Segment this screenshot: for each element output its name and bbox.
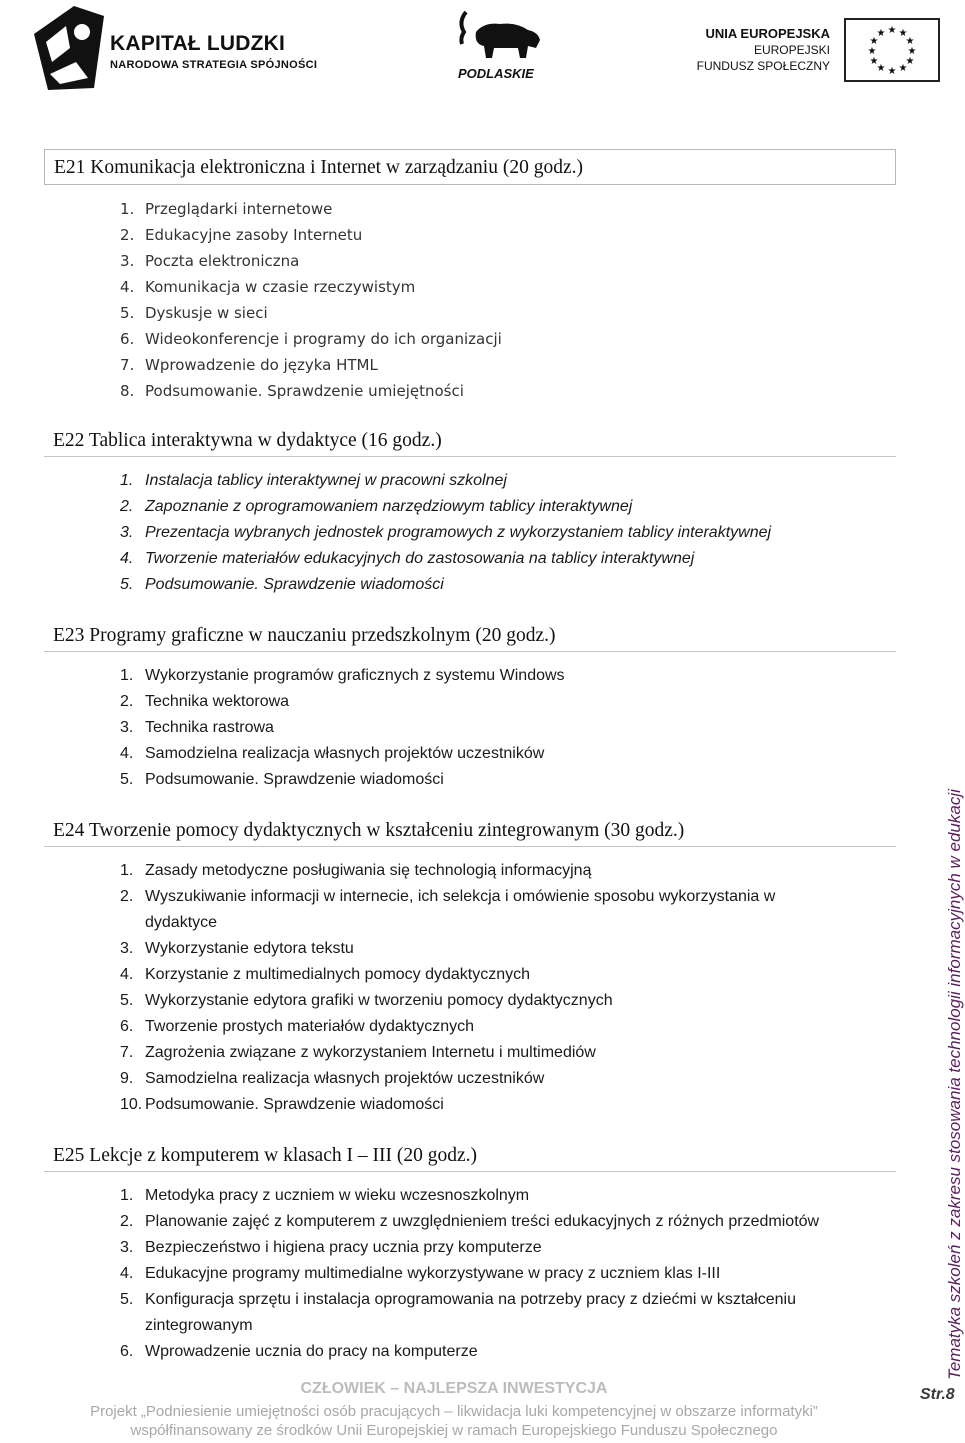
list-item: 5. Wykorzystanie edytora grafiki w tworzeniu pomocy dydaktycznych (120, 992, 613, 1009)
list-item: 9. Samodzielna realizacja własnych projektów uczestników (120, 1070, 545, 1087)
svg-text:★: ★ (887, 66, 897, 77)
bison-icon (454, 8, 546, 66)
svg-text:★: ★ (898, 63, 908, 74)
svg-text:★: ★ (898, 28, 908, 39)
list-item: 3. Bezpieczeństwo i higiena pracy ucznia przy komputerze (120, 1239, 542, 1256)
list-item: 7. Wprowadzenie do języka HTML (120, 356, 378, 374)
eu-flag-icon (844, 18, 940, 82)
list-item: 6. Tworzenie prostych materiałów dydaktycznych (120, 1018, 475, 1035)
list-item: 5. Podsumowanie. Sprawdzenie wiadomości (120, 771, 444, 788)
list-item: 4. Edukacyjne programy multimedialne wykorzystywane w pracy z uczniem klas I-III (120, 1265, 721, 1282)
footer-motto: CZŁOWIEK – NAJLEPSZA INWESTYCJA (300, 1380, 608, 1397)
list-item: 2. Planowanie zajęć z komputerem z uwzględnieniem treści edukacyjnych z różnych przedmiotów (120, 1213, 820, 1230)
list-item: 4. Tworzenie materiałów edukacyjnych do zastosowania na tablicy interaktywnej (120, 550, 695, 567)
section-e23-heading: E23 Programy graficzne w nauczaniu przedszkolnym (20 godz.) (44, 622, 896, 652)
svg-text:★: ★ (869, 36, 879, 47)
list-item: 4. Korzystanie z multimedialnych pomocy dydaktycznych (120, 966, 531, 983)
list-item: 2. Zapoznanie z oprogramowaniem narzędziowym tablicy interaktywnej (120, 498, 633, 515)
eu-fund-line1: EUROPEJSKI (753, 43, 830, 57)
list-item: 3. Wykorzystanie edytora tekstu (120, 940, 354, 957)
list-item: 3. Poczta elektroniczna (120, 252, 300, 270)
podlaskie-text: PODLASKIE (458, 66, 534, 81)
list-item: 5. Podsumowanie. Sprawdzenie wiadomości (120, 576, 444, 593)
list-item: 1. Zasady metodyczne posługiwania się technologią informacyjną (120, 862, 592, 879)
svg-text:★: ★ (887, 25, 897, 36)
list-item: 5. Konfiguracja sprzętu i instalacja oprogramowania na potrzeby pracy z dziećmi w kształceniu zintegrowanym (120, 1291, 796, 1334)
svg-text:★: ★ (867, 46, 877, 57)
kapital-ludzki-logo (30, 4, 330, 92)
section-e25-heading: E25 Lekcje z komputerem w klasach I – III (20 godz.) (44, 1142, 896, 1172)
svg-text:★: ★ (876, 63, 886, 74)
section-e23-list (120, 663, 565, 793)
list-item: 2. Technika wektorowa (120, 693, 290, 710)
eu-logo (696, 18, 940, 84)
eu-fund-line2: FUNDUSZ SPOŁECZNY (696, 59, 830, 73)
list-item: 1. Wykorzystanie programów graficznych z systemu Windows (120, 667, 565, 684)
section-e21-list (120, 196, 502, 404)
page-number: Str.8 (920, 1386, 955, 1403)
svg-text:★: ★ (905, 36, 915, 47)
kapital-ludzki-subtitle: NARODOWA STRATEGIA SPÓJNOŚCI (110, 59, 318, 71)
svg-text:★: ★ (905, 56, 915, 67)
svg-text:★: ★ (869, 56, 879, 67)
list-item: 2. Edukacyjne zasoby Internetu (120, 226, 363, 244)
list-item: 1. Metodyka pracy z uczniem w wieku wczesnoszkolnym (120, 1187, 530, 1204)
list-item: 3. Technika rastrowa (120, 719, 274, 736)
list-item: 10. Podsumowanie. Sprawdzenie wiadomości (120, 1096, 444, 1113)
svg-text:★: ★ (876, 28, 886, 39)
kapital-ludzki-title: KAPITAŁ LUDZKI (110, 32, 286, 55)
section-e21-heading: E21 Komunikacja elektroniczna i Internet w zarządzaniu (20 godz.) (44, 149, 896, 185)
list-item: 8. Podsumowanie. Sprawdzenie umiejętności (120, 382, 464, 400)
podlaskie-logo (450, 8, 550, 86)
svg-text:★: ★ (907, 46, 917, 57)
list-item: 2. Wyszukiwanie informacji w internecie, ich selekcja i omówienie sposobu wykorzystania w dydaktyce (120, 888, 776, 931)
list-item: 6. Wprowadzenie ucznia do pracy na komputerze (120, 1343, 478, 1360)
list-item: 6. Wideokonferencje i programy do ich organizacji (120, 330, 502, 348)
list-item: 7. Zagrożenia związane z wykorzystaniem Internetu i multimediów (120, 1044, 596, 1061)
section-e24-list (120, 858, 825, 1118)
section-e22-heading: E22 Tablica interaktywna w dydaktyce (16 godz.) (44, 427, 896, 457)
side-title: Tematyka szkoleń z zakresu stosowania technologii informacyjnych w edukacji (945, 789, 964, 1380)
footer-project: Projekt „Podniesienie umiejętności osób pracujących – likwidacja luki kompetencyjnej w obszarze informatyki” (90, 1403, 818, 1420)
list-item: 4. Komunikacja w czasie rzeczywistym (120, 278, 416, 296)
section-e22-list (120, 468, 771, 598)
footer-funding: współfinansowany ze środków Unii Europejskiej w ramach Europejskiego Funduszu Społecznego (130, 1422, 778, 1439)
section-e25-list (120, 1183, 825, 1365)
kapital-ludzki-emblem-icon (30, 4, 106, 92)
list-item: 5. Dyskusje w sieci (120, 304, 268, 322)
eu-title: UNIA EUROPEJSKA (705, 26, 830, 41)
list-item: 1. Instalacja tablicy interaktywnej w pracowni szkolnej (120, 472, 507, 489)
section-e24-heading: E24 Tworzenie pomocy dydaktycznych w kształceniu zintegrowanym (30 godz.) (44, 817, 896, 847)
list-item: 1. Przeglądarki internetowe (120, 200, 333, 218)
list-item: 3. Prezentacja wybranych jednostek programowych z wykorzystaniem tablicy interaktywnej (120, 524, 772, 541)
list-item: 4. Samodzielna realizacja własnych projektów uczestników (120, 745, 545, 762)
